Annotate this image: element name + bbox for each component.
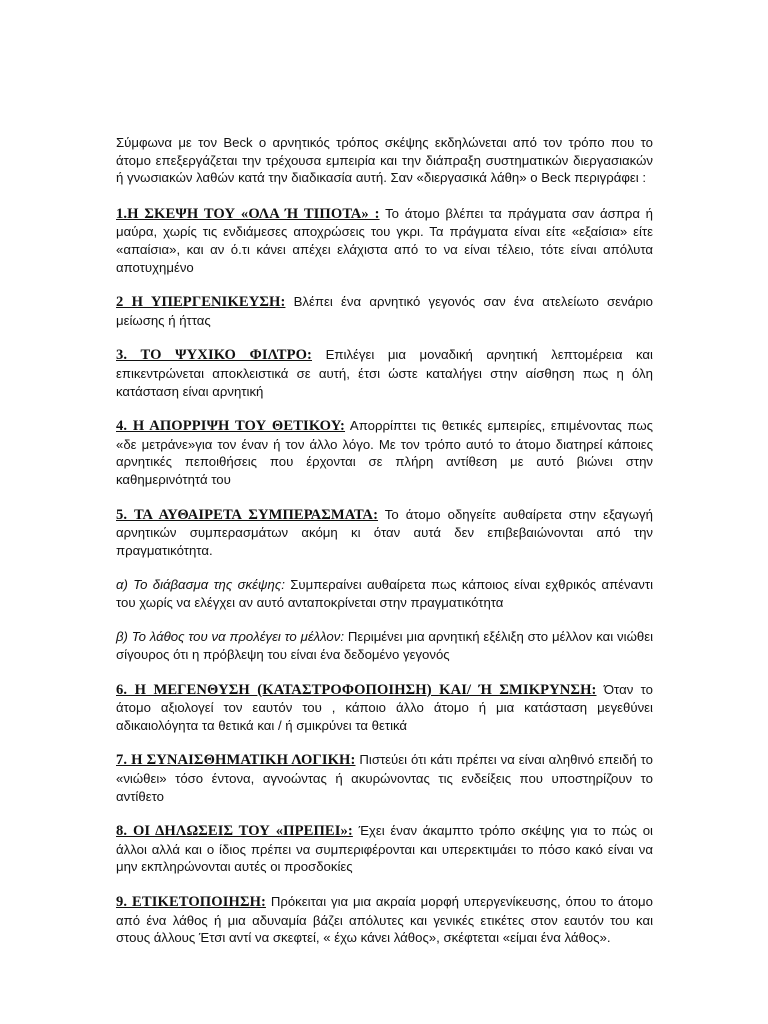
item-5-text: Το άτομο οδηγείτε αυθαίρετα στην εξαγωγή αρνητικών συμπερασμάτων ακόμη κι όταν αυτά δεν επιβεβαιώνονται από την πραγματικότητα.	[116, 506, 653, 558]
item-4-heading: 4. Η ΑΠΟΡΡΙΨΗ ΤΟΥ ΘΕΤΙΚΟΥ:	[116, 418, 346, 435]
item-2-text: Βλέπει ένα αρνητικό γεγονός σαν ένα ατελείωτο σενάριο μείωσης ή ήττας	[116, 294, 654, 328]
item-4-text: Απορρίπτει τις θετικές εμπειρίες, επιμένοντας πως «δε μετράνε»για τον έναν ή τον άλλο λόγο. Με τον τρόπο αυτό το άτομο διατηρεί κάποιες αρνητικές πεποιθήσεις που έρχονται σε πλήρη αντίθεση με αυτό βιώνει στην καθημερινότητά του	[116, 418, 653, 487]
item-9	[116, 893, 653, 947]
item-3-heading: 3. ΤΟ ΨΥΧΙΚΟ ΦΙΛΤΡΟ:	[116, 347, 313, 364]
intro-text: Σύμφωνα με τον Beck ο αρνητικός τρόπος σκέψης εκδηλώνεται από τον τρόπο που το άτομο επεξεργάζεται την τρέχουσα εμπειρία και την διάπραξη συστηματικών διεργασιακών ή γνωσιακών λαθών κατά την διαδικασία αυτή. Σαν «διεργασικά λάθη» ο Beck περιγράφει :	[116, 135, 653, 186]
document-page	[116, 134, 653, 964]
intro-paragraph	[116, 134, 653, 187]
item-6-heading: 6. Η ΜΕΓΕΝΘΥΣΗ (ΚΑΤΑΣΤΡΟΦΟΠΟΙΗΣΗ) ΚΑΙ/ Ή ΣΜΙΚΡΥΝΣΗ:	[116, 681, 597, 698]
item-9-text: Πρόκειται για μια ακραία μορφή υπεργενίκευσης, όπου το άτομο από ένα λάθος ή μια αδυναμία βάζει απόλυτες και γενικές ετικέτες στον εαυτόν του και στους άλλους Έτσι αντί να σκεφτεί, « έχω κάνει λάθος», σκέφτεται «είμαι ένα λάθος».	[116, 894, 653, 946]
subitem-b-label: β) Το λάθος του να προλέγει το μέλλον:	[116, 629, 345, 645]
item-2-heading: 2 Η ΥΠΕΡΓΕΝΙΚΕΥΣΗ:	[116, 294, 286, 311]
item-1	[116, 205, 653, 276]
item-6	[116, 681, 653, 735]
item-8-heading: 8. ΟΙ ΔΗΛΩΣΕΙΣ ΤΟΥ «ΠΡΕΠΕΙ»:	[116, 823, 353, 840]
item-1-text: Το άτομο βλέπει τα πράγματα σαν άσπρα ή μαύρα, χωρίς τις ενδιάμεσες αποχρώσεις του γκρι. Τα πράγματα είναι είτε «εξαίσια» είτε «απαίσια», και αν ό.τι κάνει απέχει ελάχιστα από το να είναι τέλειο, τότε είναι απόλυτα αποτυχημένο	[116, 205, 654, 275]
item-7	[116, 751, 653, 805]
subitem-a-text: Συμπεραίνει αυθαίρετα πως κάποιος είναι εχθρικός απέναντι του χωρίς να ελέγχει αν αυτό ανταποκρίνεται στην πραγματικότητα	[116, 577, 653, 610]
item-8-text: Έχει έναν άκαμπτο τρόπο σκέψης για το πώς οι άλλοι αλλά και ο ίδιος πρέπει να συμπεριφέρονται και υπερεκτιμάει το πόσο κακό είναι να μην εκπληρώνονται αυτές οι προσδοκίες	[116, 823, 653, 875]
item-5-heading: 5. ΤΑ ΑΥΘΑΙΡΕΤΑ ΣΥΜΠΕΡΑΣΜΑΤΑ:	[116, 506, 379, 523]
item-2	[116, 293, 653, 329]
subitem-b	[116, 628, 653, 663]
subitem-a	[116, 576, 653, 611]
item-1-heading: 1.Η ΣΚΕΨΗ ΤΟΥ «ΟΛΑ Ή ΤΙΠΟΤΑ» :	[116, 205, 380, 222]
subitem-b-text: Περιμένει μια αρνητική εξέλιξη στο μέλλον και νιώθει σίγουρος ότι η πρόβλεψη του είναι ένα δεδομένο γεγονός	[116, 629, 654, 663]
item-5	[116, 506, 653, 560]
item-3-text: Επιλέγει μια μοναδική αρνητική λεπτομέρεια και επικεντρώνεται αποκλειστικά σε αυτή, έτσι ώστε καταλήγει στην αίσθηση πως η όλη κατάσταση είναι αρνητική	[116, 347, 653, 399]
item-4	[116, 417, 653, 488]
item-7-text: Πιστεύει ότι κάτι πρέπει να είναι αληθινό επειδή το «νιώθει» τόσο έντονα, αγνοώντας ή ακυρώνοντας τις ενδείξεις που υποστηρίζουν το αντίθετο	[116, 752, 653, 804]
item-7-heading: 7. Η ΣΥΝΑΙΣΘΗΜΑΤΙΚΗ ΛΟΓΙΚΗ:	[116, 752, 356, 769]
subitem-a-label: α) Το διάβασμα της σκέψης:	[116, 577, 285, 593]
item-3	[116, 346, 653, 400]
item-6-text: Όταν το άτομο αξιολογεί τον εαυτόν του , κάποιο άλλο άτομο ή μια κατάσταση μεγεθύνει αδικαιολόγητα τα θετικά και / ή σμικρύνει τα θετικά	[116, 681, 653, 733]
item-9-heading: 9. ΕΤΙΚΕΤΟΠΟΙΗΣΗ:	[116, 894, 266, 910]
item-8	[116, 822, 653, 876]
